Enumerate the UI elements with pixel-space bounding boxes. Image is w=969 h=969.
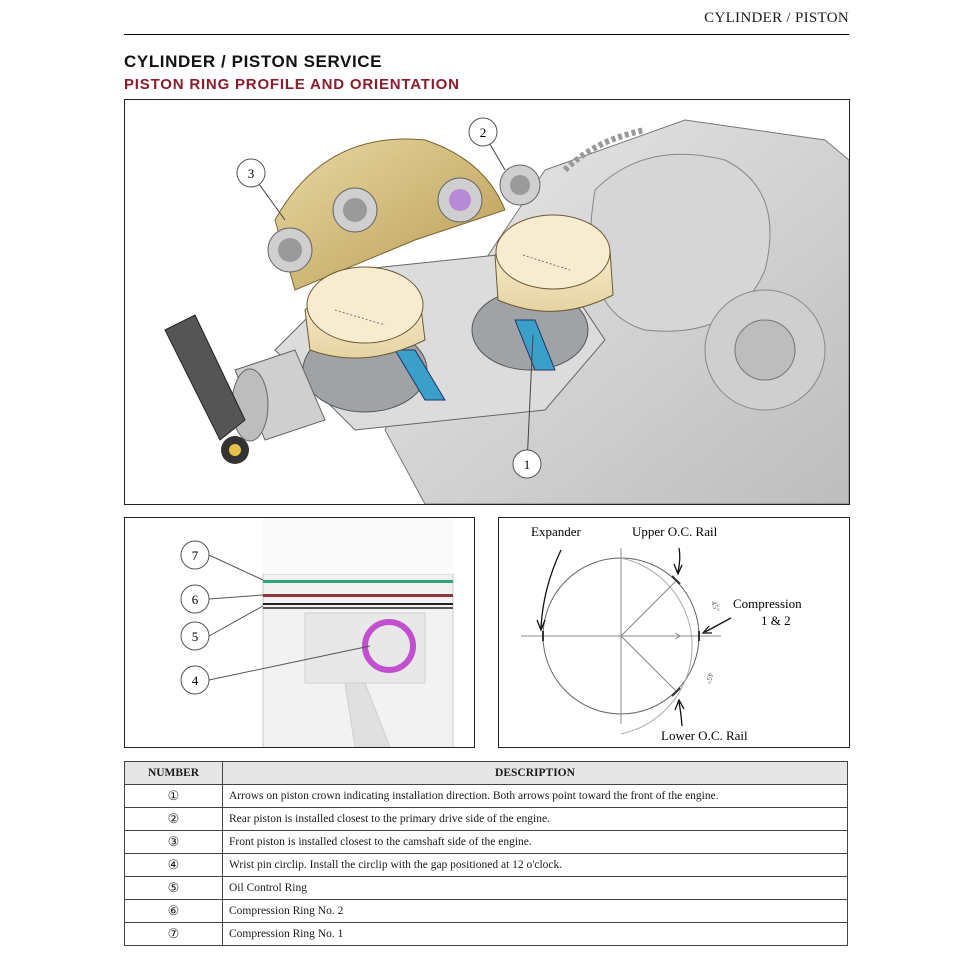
- ring-profile-drawing: [125, 518, 474, 747]
- callout-2: [469, 118, 497, 146]
- table-row: [125, 923, 848, 946]
- header-rule: [124, 34, 849, 35]
- angle-label-lower: 45°: [703, 671, 716, 685]
- table-row: [125, 877, 848, 900]
- engine-illustration: [124, 99, 850, 505]
- compression-sub-label: 1 & 2: [761, 613, 791, 628]
- row-number: ⑦: [125, 923, 223, 946]
- callout-4: [181, 666, 209, 694]
- page-header: [0, 0, 969, 40]
- oil-ring-upper-rail: [263, 603, 453, 605]
- row-description: Compression Ring No. 1: [223, 923, 848, 946]
- table-row: [125, 785, 848, 808]
- row-number: ①: [125, 785, 223, 808]
- table-row: [125, 831, 848, 854]
- callout-5: [181, 622, 209, 650]
- expander-label: Expander: [531, 524, 581, 539]
- description-column-header: DESCRIPTION: [223, 762, 848, 785]
- row-number: ⑥: [125, 900, 223, 923]
- upper-rail-label: Upper O.C. Rail: [632, 524, 718, 539]
- orientation-drawing: [499, 518, 849, 747]
- callout-5-label: 5: [191, 629, 199, 644]
- header-title: CYLINDER / PISTON: [704, 10, 849, 26]
- callout-4-label: 4: [191, 673, 199, 688]
- callout-7-label: 7: [191, 548, 199, 563]
- compression-label: Compression: [733, 596, 802, 611]
- callout-6: [181, 585, 209, 613]
- row-description: Compression Ring No. 2: [223, 900, 848, 923]
- description-table: [124, 761, 848, 946]
- number-column-header: NUMBER: [125, 762, 223, 785]
- ring-profile-illustration: [124, 517, 475, 748]
- table-row: [125, 808, 848, 831]
- row-number: ⑤: [125, 877, 223, 900]
- engine-drawing: [125, 100, 849, 504]
- table-row: [125, 854, 848, 877]
- compression-ring-1: [263, 580, 453, 583]
- row-number: ③: [125, 831, 223, 854]
- row-description: Oil Control Ring: [223, 877, 848, 900]
- row-description: Rear piston is installed closest to the primary drive side of the engine.: [223, 808, 848, 831]
- row-description: Arrows on piston crown indicating installation direction. Both arrows point toward the front of the engine.: [223, 785, 848, 808]
- table-header-row: [125, 762, 848, 785]
- callout-1: [513, 450, 541, 478]
- angle-label-upper: 45°: [709, 599, 722, 614]
- lower-rail-label: Lower O.C. Rail: [661, 728, 748, 743]
- section-subtitle: PISTON RING PROFILE AND ORIENTATION: [124, 76, 460, 93]
- section-title: CYLINDER / PISTON SERVICE: [124, 52, 383, 71]
- callout-3-label: 3: [247, 166, 255, 181]
- callout-1-label: 1: [523, 457, 531, 472]
- callout-6-label: 6: [191, 592, 199, 607]
- oil-ring-expander: [263, 607, 453, 609]
- row-number: ④: [125, 854, 223, 877]
- callout-7: [181, 541, 209, 569]
- compression-ring-2: [263, 594, 453, 597]
- table-row: [125, 900, 848, 923]
- ring-gap-orientation-diagram: [498, 517, 850, 748]
- row-number: ②: [125, 808, 223, 831]
- callout-2-label: 2: [479, 125, 487, 140]
- row-description: Front piston is installed closest to the camshaft side of the engine.: [223, 831, 848, 854]
- row-description: Wrist pin circlip. Install the circlip with the gap positioned at 12 o'clock.: [223, 854, 848, 877]
- callout-3: [237, 159, 265, 187]
